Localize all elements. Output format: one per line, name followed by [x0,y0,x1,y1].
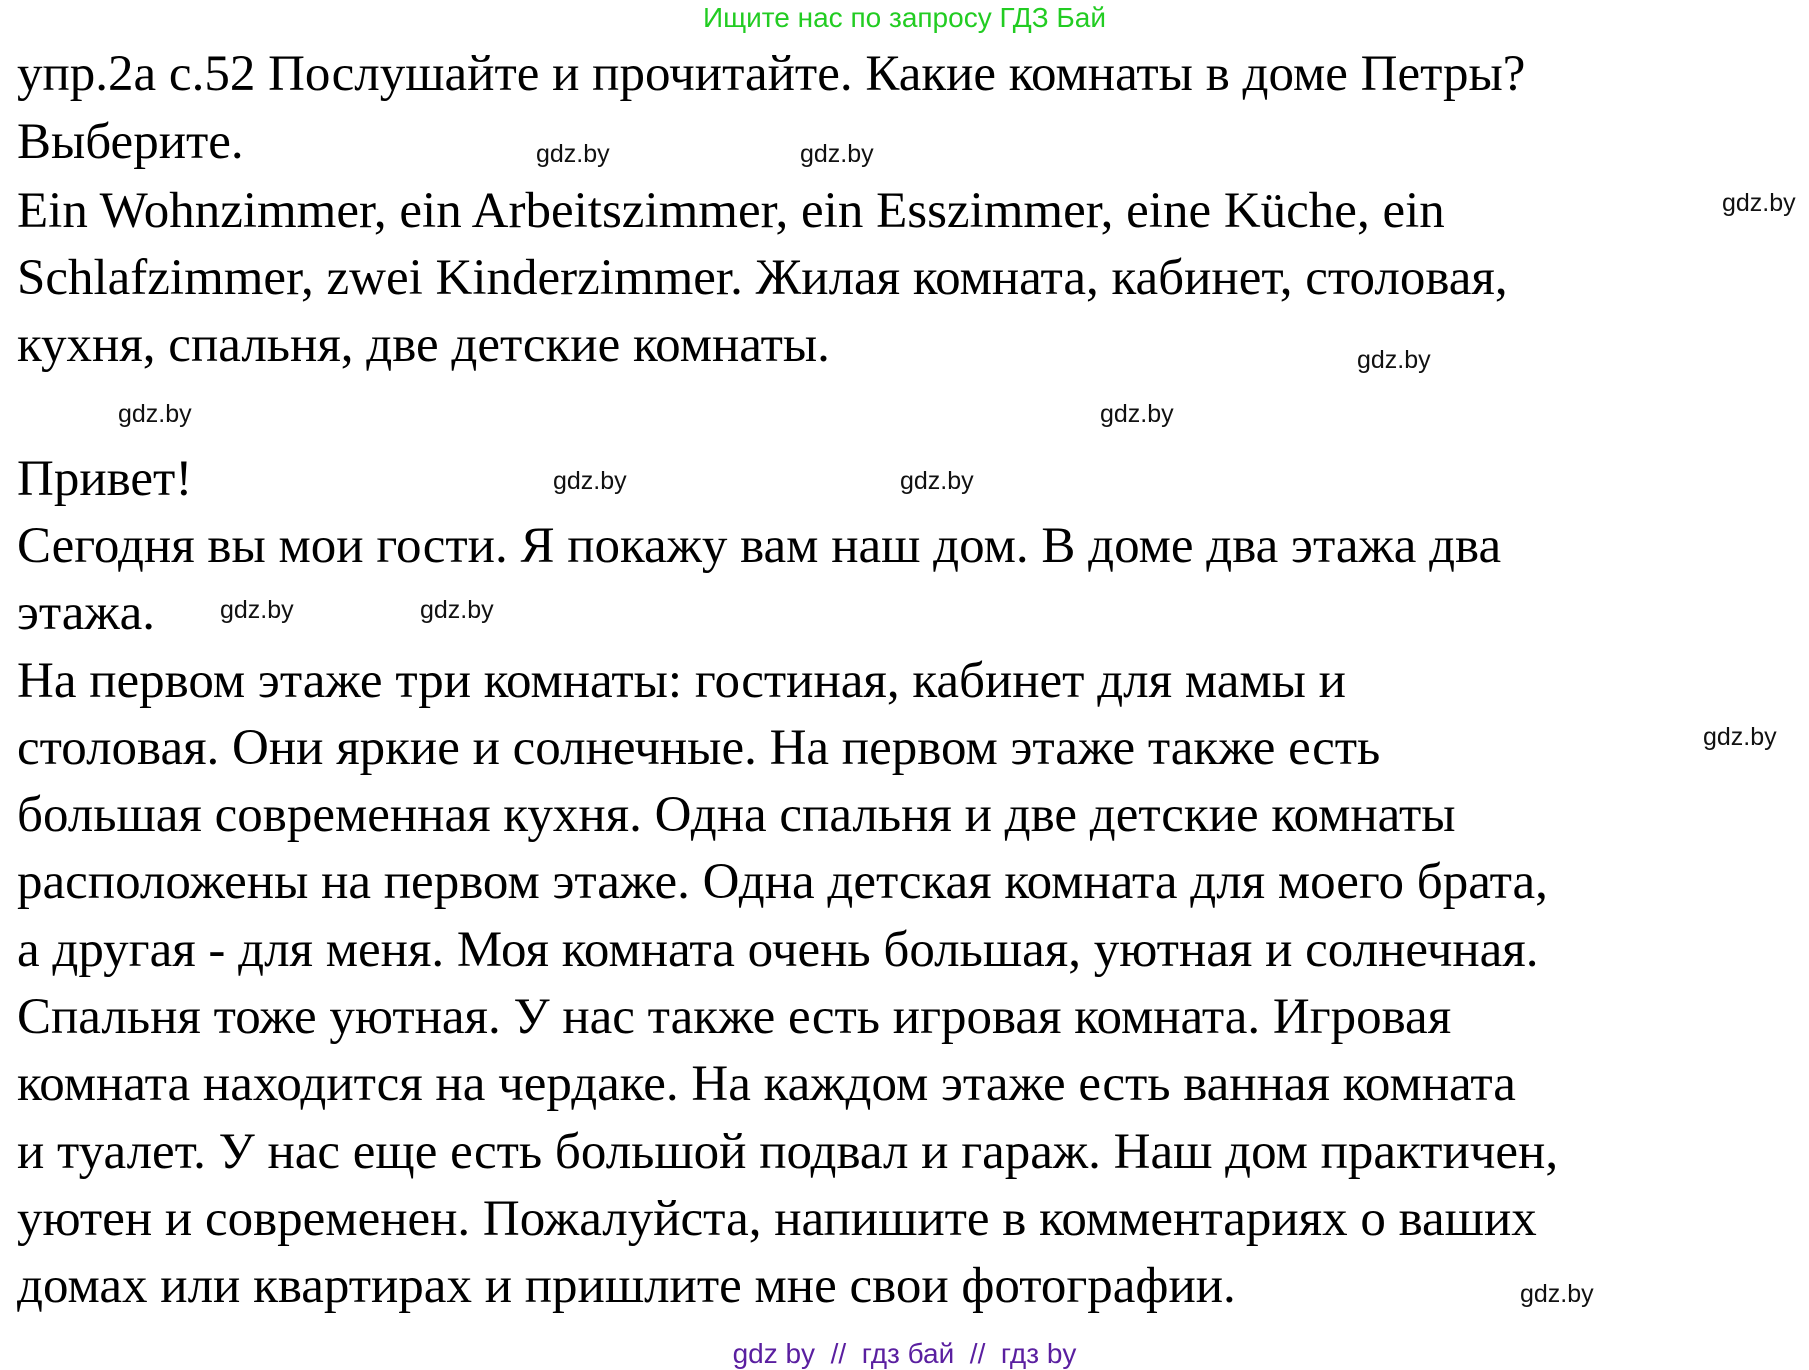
text-line: столовая. Они яркие и солнечные. На первом этаже также есть [17,720,1381,776]
watermark: gdz.by [220,596,294,624]
watermark: gdz.by [1100,400,1174,428]
footer-links[interactable]: gdz by // гдз бай // гдз by [732,1338,1077,1369]
text-line: На первом этаже три комнаты: гостиная, кабинет для мамы и [17,653,1346,709]
watermark: gdz.by [553,467,627,495]
text-line: Ein Wohnzimmer, ein Arbeitszimmer, ein Esszimmer, eine Küche, ein [17,183,1445,239]
watermark: gdz.by [1722,189,1796,217]
text-line: комната находится на чердаке. На каждом этаже есть ванная комната [17,1056,1516,1112]
text-line: большая современная кухня. Одна спальня и две детские комнаты [17,787,1456,843]
watermark: gdz.by [536,140,610,168]
text-line: домах или квартирах и пришлите мне свои фотографии. [17,1258,1236,1314]
text-line: Выберите. [17,114,244,170]
text-line: Спальня тоже уютная. У нас также есть игровая комната. Игровая [17,989,1452,1045]
text-line: и туалет. У нас еще есть большой подвал и гараж. Наш дом практичен, [17,1124,1559,1180]
watermark: gdz.by [800,140,874,168]
text-line: кухня, спальня, две детские комнаты. [17,317,830,373]
text-line: Schlafzimmer, zwei Kinderzimmer. Жилая комната, кабинет, столовая, [17,250,1508,306]
watermark: gdz.by [1520,1280,1594,1308]
text-line: Сегодня вы мои гости. Я покажу вам наш дом. В доме два этажа два [17,518,1502,574]
text-line: уютен и современен. Пожалуйста, напишите в комментариях о ваших [17,1191,1537,1247]
text-line: Привет! [17,451,193,507]
text-line: упр.2а с.52 Послушайте и прочитайте. Какие комнаты в доме Петры? [17,46,1526,102]
watermark: gdz.by [420,596,494,624]
watermark: gdz.by [1357,346,1431,374]
header-banner[interactable]: Ищите нас по запросу ГДЗ Бай [702,2,1107,33]
watermark: gdz.by [1703,723,1777,751]
watermark: gdz.by [118,400,192,428]
text-line: этажа. [17,585,156,641]
text-line: а другая - для меня. Моя комната очень большая, уютная и солнечная. [17,922,1539,978]
text-line: расположены на первом этаже. Одна детская комната для моего брата, [17,854,1548,910]
watermark: gdz.by [900,467,974,495]
